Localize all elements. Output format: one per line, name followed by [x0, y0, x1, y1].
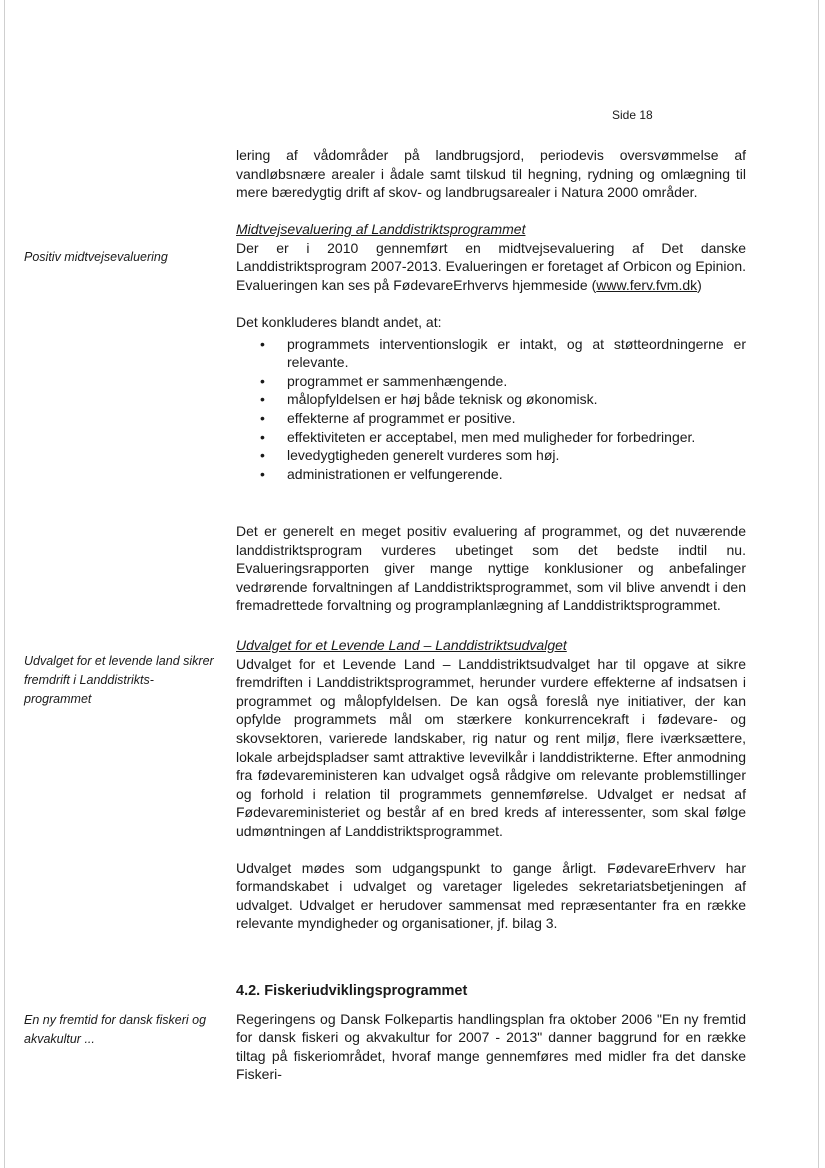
conclusion-item-text: effektiviteten er acceptabel, men med muligheder for forbedringer.	[287, 428, 696, 445]
bullet-icon: •	[260, 428, 265, 445]
scan-edge-right	[818, 0, 819, 1168]
udvalget-text-2: Udvalget mødes som udgangspunkt to gange årligt. FødevareErhverv har formandskabet i udvalget og varetager ligeledes sekretariatsbetjeningen af udvalget. Udvalget er herudover sammensat med repræsentanter fra en række relevante myndigheder og organisationer, jf. bilag 3.	[236, 859, 746, 932]
bullet-icon: •	[260, 465, 265, 482]
conclusion-item-text: målopfyldelsen er høj både teknisk og økonomisk.	[287, 391, 598, 408]
midtvejs-heading: Midtvejsevaluering af Landdistriktsprogrammet	[236, 221, 526, 237]
udvalget-text: Udvalget for et Levende Land – Landdistriktsudvalget har til opgave at sikre fremdriften i Landdistriktsprogrammet, herunder vurdere effekterne af indsatsen i programmet og målopfyldelsen. De kan også foreslå nye initiativer, der kan opfylde programmets mål om stærkere konkurrencekraft i fødevare- og skovsektoren, varierede landskaber, rig natur og rent miljø, flere iværksættere, lokale arbejdspladser samt attraktive levevilkår i landdistrikterne. Efter anmodning fra fødevareministeren kan udvalget også rådgive om relevante problemstillinger og forhold i relation til programmets gennemførelse. Udvalget er nedsat af Fødevareministeriet og består af en bred kreds af interessenter, som skal følge udmøntningen af Landdistriktsprogrammet.	[236, 655, 746, 839]
conclusion-item	[236, 335, 746, 372]
udvalget-heading: Udvalget for et Levende Land – Landdistriktsudvalget	[236, 637, 567, 653]
evaluation-paragraph	[236, 522, 746, 615]
conclusion-item-text: effekterne af programmet er positive.	[287, 409, 516, 426]
midtvejs-section	[236, 220, 746, 294]
bullet-icon: •	[260, 391, 265, 408]
conclusion-item	[236, 372, 746, 391]
conclusion-lead: Det konkluderes blandt andet, at:	[236, 314, 442, 330]
conclusion-item	[236, 446, 746, 465]
midtvejs-text	[236, 239, 746, 295]
conclusion-list	[236, 335, 746, 484]
conclusion-item	[236, 428, 746, 447]
evaluation-text: Det er generelt en meget positiv evaluering af programmet, og det nuværende landdistriktsprogram vurderes ubetinget som det bedste indtil nu. Evalueringsrapporten giver mange nyttige konklusioner og anbefalinger vedrørende forvaltningen af Landdistriktsprogrammet, som vil blive anvendt i den fremadrettede forvaltning og programplanlægning af Landdistriktsprogrammet.	[236, 523, 746, 614]
ferv-website-link[interactable]: www.ferv.fvm.dk	[596, 276, 698, 293]
scan-edge-left	[4, 0, 5, 1168]
conclusion-item-text: programmets interventionslogik er intakt, og at støtteordningerne er relevante.	[287, 335, 746, 371]
section-4-2-text: Regeringens og Dansk Folkepartis handlingsplan fra oktober 2006 "En ny fremtid for dansk fiskeri og akvakultur for 2007 - 2013" danner baggrund for en række tiltag på fiskeriområdet, hvoraf mange gennemføres med midler fra det danske Fiskeri-	[236, 1010, 746, 1083]
sidenote-udvalget: Udvalget for et levende land sikrer fremdrift i Landdistrikts-programmet	[24, 654, 214, 706]
intro-text: lering af vådområder på landbrugsjord, periodevis oversvømmelse af vandløbsnære arealer i ådale samt tilskud til hegning, rydning og omlægning til mere bæredygtig drift af skov- og landbrugsarealer i Natura 2000 områder.	[236, 147, 746, 201]
conclusion-section	[236, 313, 746, 483]
page-number: Side 18	[612, 108, 653, 122]
sidenote-fiskeri: En ny fremtid for dansk fiskeri og akvakultur ...	[24, 1013, 207, 1046]
midtvejs-body-end: )	[697, 276, 702, 293]
sidenote-midtvejsevaluering: Positiv midtvejsevaluering	[24, 250, 168, 264]
conclusion-item-text: programmet er sammenhængende.	[287, 372, 508, 389]
conclusion-item-text: levedygtigheden generelt vurderes som høj.	[287, 447, 560, 464]
udvalget-section	[236, 636, 746, 933]
bullet-icon: •	[260, 409, 265, 426]
conclusion-item	[236, 409, 746, 428]
intro-paragraph	[236, 146, 746, 202]
bullet-icon: •	[260, 372, 265, 389]
conclusion-item	[236, 465, 746, 484]
bullet-icon: •	[260, 335, 265, 352]
conclusion-item	[236, 390, 746, 409]
section-4-2	[236, 982, 746, 1084]
midtvejs-body: Der er i 2010 gennemført en midtvejsevaluering af Det danske Landdistriktsprogram 2007-2013. Evalueringen er foretaget af Orbicon og Epinion. Evalueringen kan ses på FødevareErhvervs hjemmeside (	[236, 239, 746, 293]
bullet-icon: •	[260, 447, 265, 464]
conclusion-item-text: administrationen er velfungerende.	[287, 465, 503, 482]
section-4-2-heading: 4.2. Fiskeriudviklingsprogrammet	[236, 983, 468, 999]
